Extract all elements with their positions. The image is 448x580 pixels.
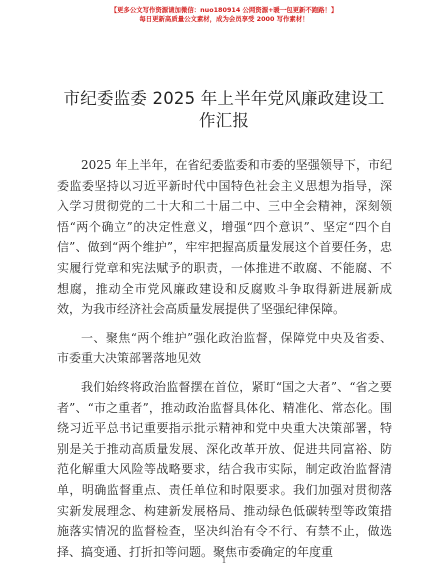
page-number: 1 <box>221 556 227 565</box>
section-1-paragraph: 我们始终将政治监督摆在首位，紧盯“国之大者”、“省之要者”、“市之重者”，推动政治监督具体化、精准化、常态化。围绕习近平总书记重要指示批示精神和党中央重大决策部署，特别是关于推动高质量发展、深化改革开放、促进共同富裕、防范化解重大风险等战略要求，结合我市实际，制定政治监督清单，明确监督重点、责任单位和时限要求。我们加强对贯彻落实新发展理念、构建新发展格局、推动绿色低碳转型等政策措施落实情况的监督检查，坚决纠治有令不行、有禁不止，做选择、搞变通、打折扣等问题。聚焦市委确定的年度重 <box>57 379 392 559</box>
document-body <box>57 155 392 570</box>
section-heading-1: 一、聚焦“两个维护”强化政治监督，保障党中央及省委、市委重大决策部署落地见效 <box>57 330 392 366</box>
document-title: 市纪委监委 2025 年上半年党风廉政建设工作汇报 <box>63 89 385 130</box>
promo-banner-line-1: 【更多公文写作资源请加微信：nuo180914 公网资源+暖一包更新不跑路！】 <box>110 6 338 14</box>
promo-banner-line-2: 每日更新高质量公文素材，成为会员享受 2000 写作素材！ <box>139 15 309 23</box>
promo-banner <box>0 6 448 24</box>
intro-paragraph: 2025 年上半年，在省纪委监委和市委的坚强领导下，市纪委监委坚持以习近平新时代中国特色社会主义思想为指导，深入学习贯彻党的二十大和二十届二中、三中全会精神，深刻领悟“两个确立”的决定性意义，增强“四个意识”、坚定“四个自信”、做到“两个维护”，牢牢把握高质量发展这个首要任务，忠实履行党章和宪法赋予的职责，一体推进不敢腐、不能腐、不想腐，推动全市党风廉政建设和反腐败斗争取得新进展新成效，为我市经济社会高质量发展提供了坚强纪律保障。 <box>57 158 392 317</box>
